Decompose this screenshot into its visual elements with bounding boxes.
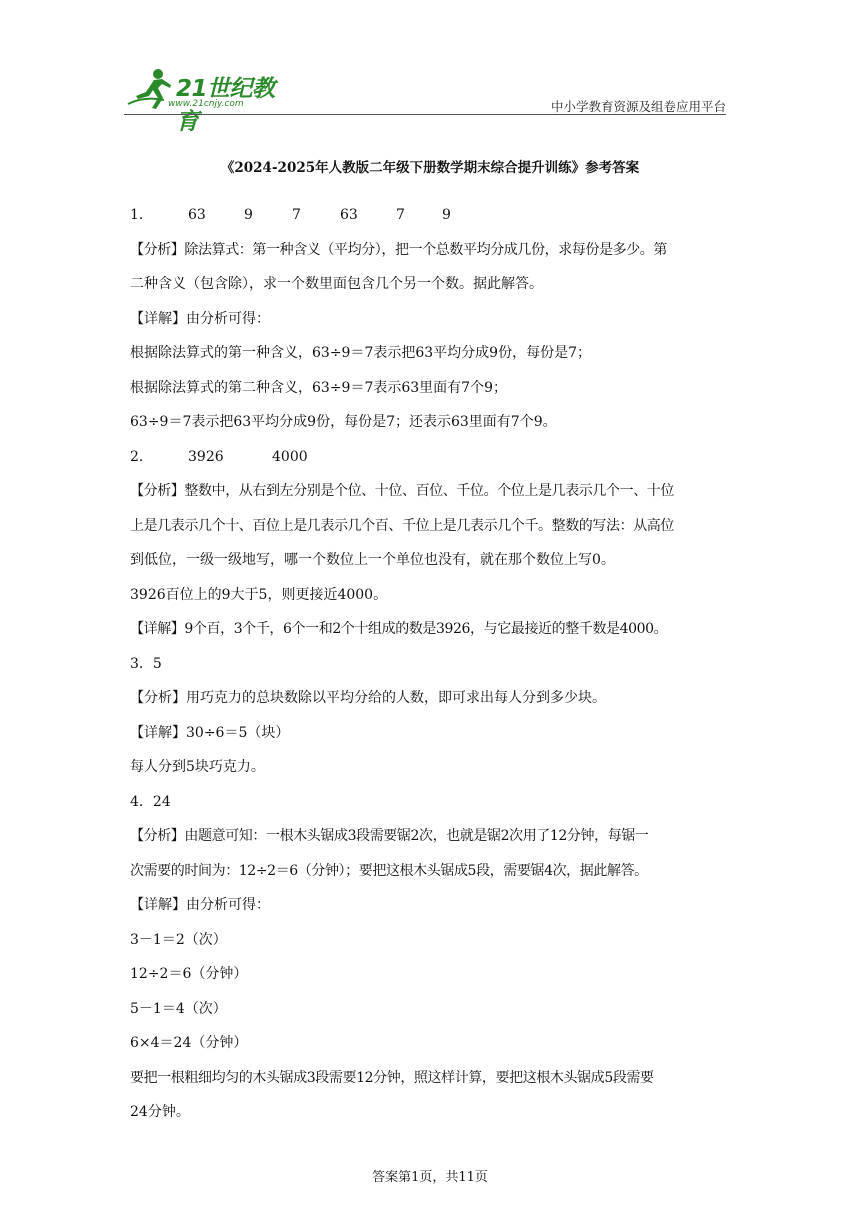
q2-number: 2． <box>130 448 153 465</box>
q3-answer-line: 3．5 <box>130 655 162 672</box>
q2-analysis: 【分析】整数中，从右到左分别是个位、十位、百位、千位。个位上是几表示几个一、十位 <box>130 483 674 499</box>
q3-detail: 每人分到5块巧克力。 <box>130 759 265 775</box>
q1-detail: 根据除法算式的第一种含义，63÷9＝7表示把63平均分成9份，每份是7； <box>130 345 591 361</box>
q4-detail: 要把一根粗细均匀的木头锯成3段需要12分钟，照这样计算，要把这根木头锯成5段需要 <box>130 1069 654 1086</box>
q2-analysis: 到低位，一级一级地写，哪一个数位上一个单位也没有，就在那个数位上写0。 <box>130 552 615 568</box>
q2-answer-line <box>130 445 732 480</box>
q1-answer: 63 <box>188 207 206 223</box>
q2-answer: 3926 <box>188 448 224 465</box>
q4-analysis: 【分析】由题意可知：一根木头锯成3段需要锯2次，也就是锯2次用了12分钟，每锯一 <box>130 828 649 844</box>
q4-detail: 3－1＝2（次） <box>130 931 227 948</box>
page-footer: 答案第1页，共11页 <box>372 1170 488 1185</box>
q2-answer: 4000 <box>272 448 308 465</box>
logo <box>124 66 294 135</box>
logo-text: 21世纪教育 <box>176 76 275 135</box>
q1-number: 1． <box>130 207 153 223</box>
q3-detail: 【详解】30÷6＝5（块） <box>130 724 290 741</box>
q2-analysis: 上是几表示几个十、百位上是几表示几个百、千位上是几表示几个千。整数的写法：从高位 <box>130 517 674 534</box>
q1-detail: 【详解】由分析可得： <box>130 310 270 327</box>
q4-answer-line: 4．24 <box>130 793 171 810</box>
q1-answer: 9 <box>442 207 451 223</box>
logo-url: www.21cnjy.com <box>168 99 244 109</box>
header-divider <box>124 114 726 115</box>
q1-answer-line <box>130 203 732 238</box>
q4-detail: 12÷2＝6（分钟） <box>130 966 248 982</box>
platform-name: 中小学教育资源及组卷应用平台 <box>550 99 726 114</box>
page-title: 《2024-2025年人教版二年级下册数学期末综合提升训练》参考答案 <box>220 160 640 176</box>
q1-analysis: 【分析】除法算式：第一种含义（平均分），把一个总数平均分成几份，求每份是多少。第 <box>130 241 667 258</box>
q4-detail: 6×4＝24（分钟） <box>130 1035 248 1051</box>
q1-detail: 63÷9＝7表示把63平均分成9份，每份是7；还表示63里面有7个9。 <box>130 414 557 430</box>
q1-analysis: 二种含义（包含除），求一个数里面包含几个另一个数。据此解答。 <box>130 276 543 292</box>
q4-detail: 5－1＝4（次） <box>130 1000 227 1017</box>
page-header <box>124 66 726 135</box>
q2-detail: 【详解】9个百，3个千，6个一和2个十组成的数是3926，与它最接近的整千数是4000。 <box>130 621 668 637</box>
q3-analysis: 【分析】用巧克力的总块数除以平均分给的人数，即可求出每人分到多少块。 <box>130 690 606 706</box>
q1-answer: 7 <box>396 207 405 223</box>
q4-analysis: 次需要的时间为：12÷2＝6（分钟）；要把这根木头锯成5段，需要锯4次，据此解答。 <box>130 862 648 879</box>
q4-detail: 【详解】由分析可得： <box>130 897 270 913</box>
q2-analysis: 3926百位上的9大于5，则更接近4000。 <box>130 586 388 603</box>
q1-detail: 根据除法算式的第二种含义，63÷9＝7表示63里面有7个9； <box>130 379 507 396</box>
q1-answer: 63 <box>340 207 358 223</box>
q4-detail: 24分钟。 <box>130 1104 190 1120</box>
answer-content <box>130 203 732 1135</box>
q1-answer: 9 <box>244 207 253 223</box>
q1-answer: 7 <box>292 207 301 223</box>
